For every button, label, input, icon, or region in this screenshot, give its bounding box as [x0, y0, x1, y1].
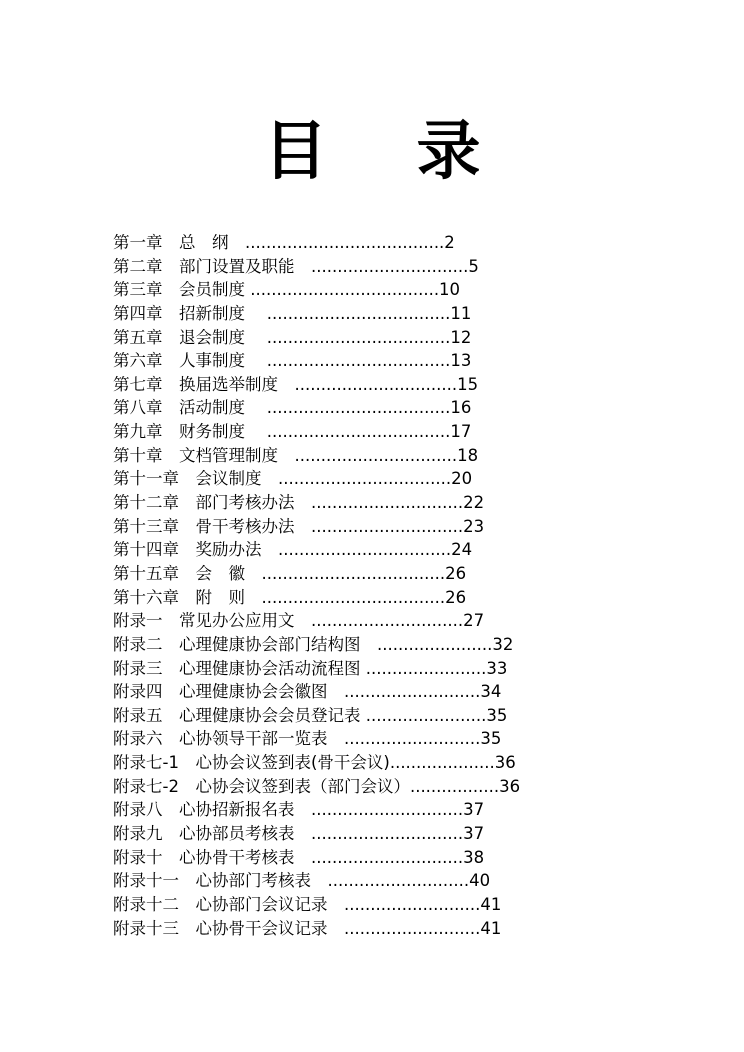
toc-entry[interactable]: 附录一 常见办公应用文 .............................27: [113, 611, 485, 631]
toc-entry[interactable]: 第四章 招新制度 ...................................11: [113, 303, 472, 323]
toc-entry[interactable]: 第十六章 附 则 ...................................26: [113, 587, 467, 607]
toc-entry[interactable]: 第十章 文档管理制度 ...............................18: [113, 445, 479, 465]
toc-entry[interactable]: 第七章 换届选举制度 ...............................15: [113, 374, 479, 394]
toc-entry[interactable]: 第二章 部门设置及职能 ..............................5: [113, 256, 479, 276]
toc-entry[interactable]: 附录七-1 心协会议签到表(骨干会议)....................36: [113, 753, 516, 773]
toc-entry[interactable]: 第三章 会员制度 ....................................10: [113, 280, 461, 300]
toc-entry[interactable]: 附录六 心协领导干部一览表 ..........................35: [113, 729, 502, 749]
toc-entry[interactable]: 附录二 心理健康协会部门结构图 ......................32: [113, 634, 514, 654]
toc-entry[interactable]: 附录四 心理健康协会会徽图 ..........................34: [113, 682, 502, 702]
toc-entry[interactable]: 第十四章 奖励办法 .................................24: [113, 540, 473, 560]
toc-entry[interactable]: 第一章 总 纲 ......................................2: [113, 233, 455, 252]
toc-entry[interactable]: 附录八 心协招新报名表 .............................37: [113, 800, 485, 820]
toc-entry[interactable]: 附录七-2 心协会议签到表（部门会议）.................36: [113, 776, 521, 796]
toc-entry[interactable]: 第八章 活动制度 ...................................16: [113, 398, 472, 418]
toc-entry[interactable]: 附录九 心协部员考核表 .............................37: [113, 824, 485, 844]
toc-entry[interactable]: 附录五 心理健康协会会员登记表 .......................35: [113, 705, 508, 725]
table-of-contents: [113, 231, 553, 940]
toc-entry[interactable]: 第六章 人事制度 ...................................13: [113, 351, 472, 371]
toc-entry[interactable]: 附录十 心协骨干考核表 .............................38: [113, 847, 485, 867]
toc-entry[interactable]: 第十一章 会议制度 .................................20: [113, 469, 473, 489]
toc-entry[interactable]: 第五章 退会制度 ...................................12: [113, 327, 472, 347]
toc-entry[interactable]: 第十三章 骨干考核办法 .............................23: [113, 516, 485, 536]
toc-entry[interactable]: 第十二章 部门考核办法 .............................22: [113, 493, 485, 513]
toc-entry[interactable]: 第十五章 会 徽 ...................................26: [113, 563, 467, 583]
page-title: 目 录: [263, 115, 481, 189]
toc-entry[interactable]: 附录十一 心协部门考核表 ...........................40: [113, 871, 491, 891]
toc-entry[interactable]: 第九章 财务制度 ...................................17: [113, 422, 472, 442]
toc-entry[interactable]: 附录十三 心协骨干会议记录 ..........................41: [113, 918, 502, 938]
toc-entry[interactable]: 附录三 心理健康协会活动流程图 .......................33: [113, 658, 508, 678]
toc-entry[interactable]: 附录十二 心协部门会议记录 ..........................41: [113, 894, 502, 914]
